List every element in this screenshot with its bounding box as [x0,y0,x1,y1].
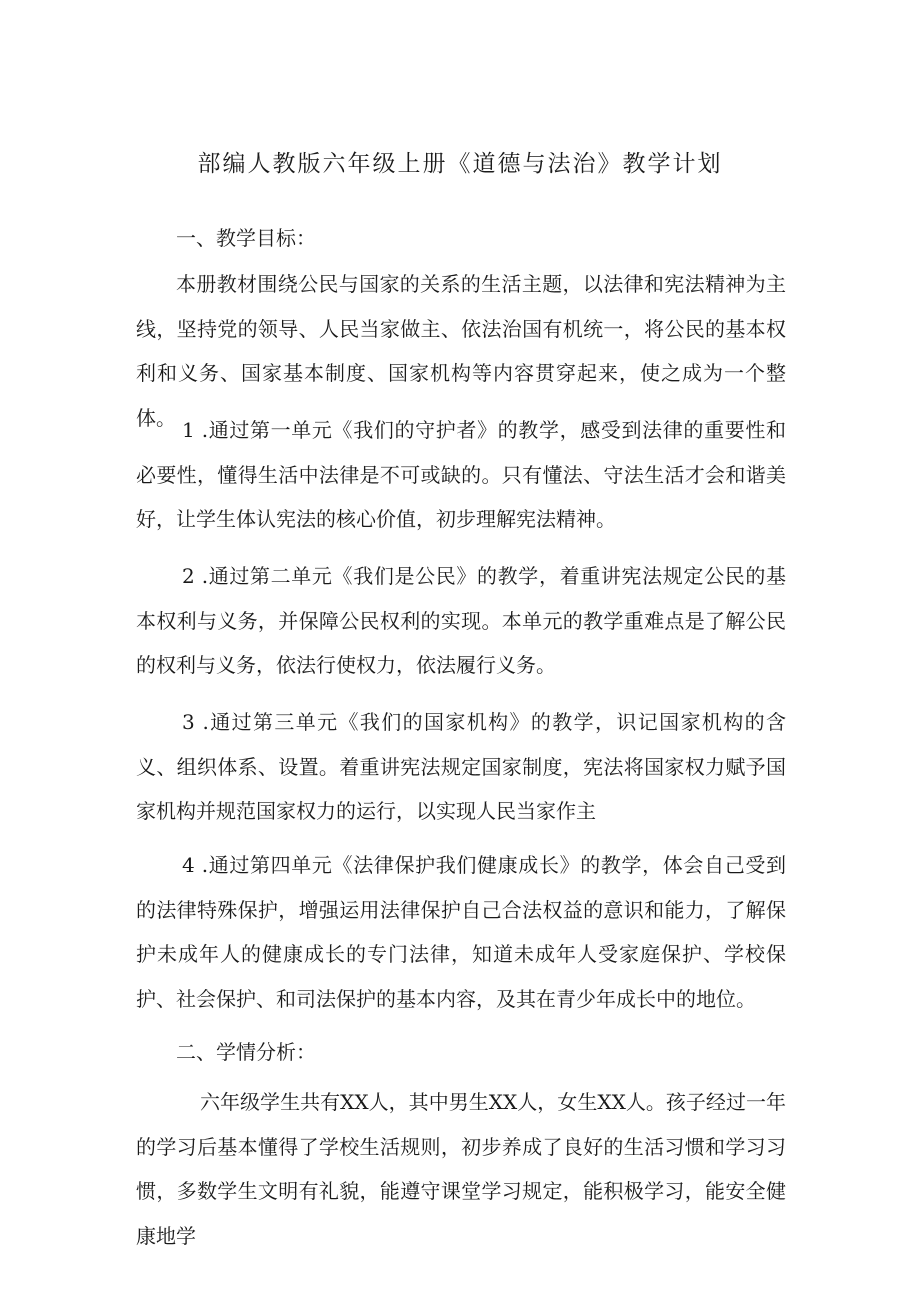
goal-item-3: 3 .通过第三单元《我们的国家机构》的教学，识记国家机构的含义、组织体系、设置。着重讲宪法规定国家制度，宪法将国家权力赋予国家机构并规范国家权力的运行，以实现人民当家作主 [136,710,786,824]
goal-item-2: 2 .通过第二单元《我们是公民》的教学，着重讲宪法规定公民的基本权利与义务，并保障公民权利的实现。本单元的教学重难点是了解公民的权利与义务，依法行使权力，依法履行义务。 [136,564,786,678]
goal-item-1: 1 .通过第一单元《我们的守护者》的教学，感受到法律的重要性和必要性，懂得生活中法律是不可或缺的。只有懂法、守法生活才会和谐美好，让学生体认宪法的核心价值，初步理解宪法精神。 [136,418,786,532]
document-title: 部编人教版六年级上册《道德与法治》教学计划 [197,151,723,177]
section-heading-student-analysis: 二、学情分析： [176,1040,316,1064]
section1-intro-paragraph: 本册教材围绕公民与国家的关系的生活主题，以法律和宪法精神为主线，坚持党的领导、人民当家做主、依法治国有机统一，将公民的基本权利和义务、国家基本制度、国家机构等内容贯穿起来，使之成为一个整体。 [136,272,786,431]
section-heading-teaching-goals: 一、教学目标： [176,226,316,250]
goal-item-4: 4 .通过第四单元《法律保护我们健康成长》的教学，体会自己受到的法律特殊保护，增强运用法律保护自己合法权益的意识和能力，了解保护未成年人的健康成长的专门法律，知道未成年人受家庭保护、学校保护、社会保护、和司法保护的基本内容，及其在青少年成长中的地位。 [136,853,786,1012]
section2-intro-paragraph: 六年级学生共有XX人，其中男生XX人，女生XX人。孩子经过一年的学习后基本懂得了学校生活规则，初步养成了良好的生活习惯和学习习惯，多数学生文明有礼貌，能遵守课堂学习规定，能积极学习，能安全健康地学 [136,1090,786,1249]
